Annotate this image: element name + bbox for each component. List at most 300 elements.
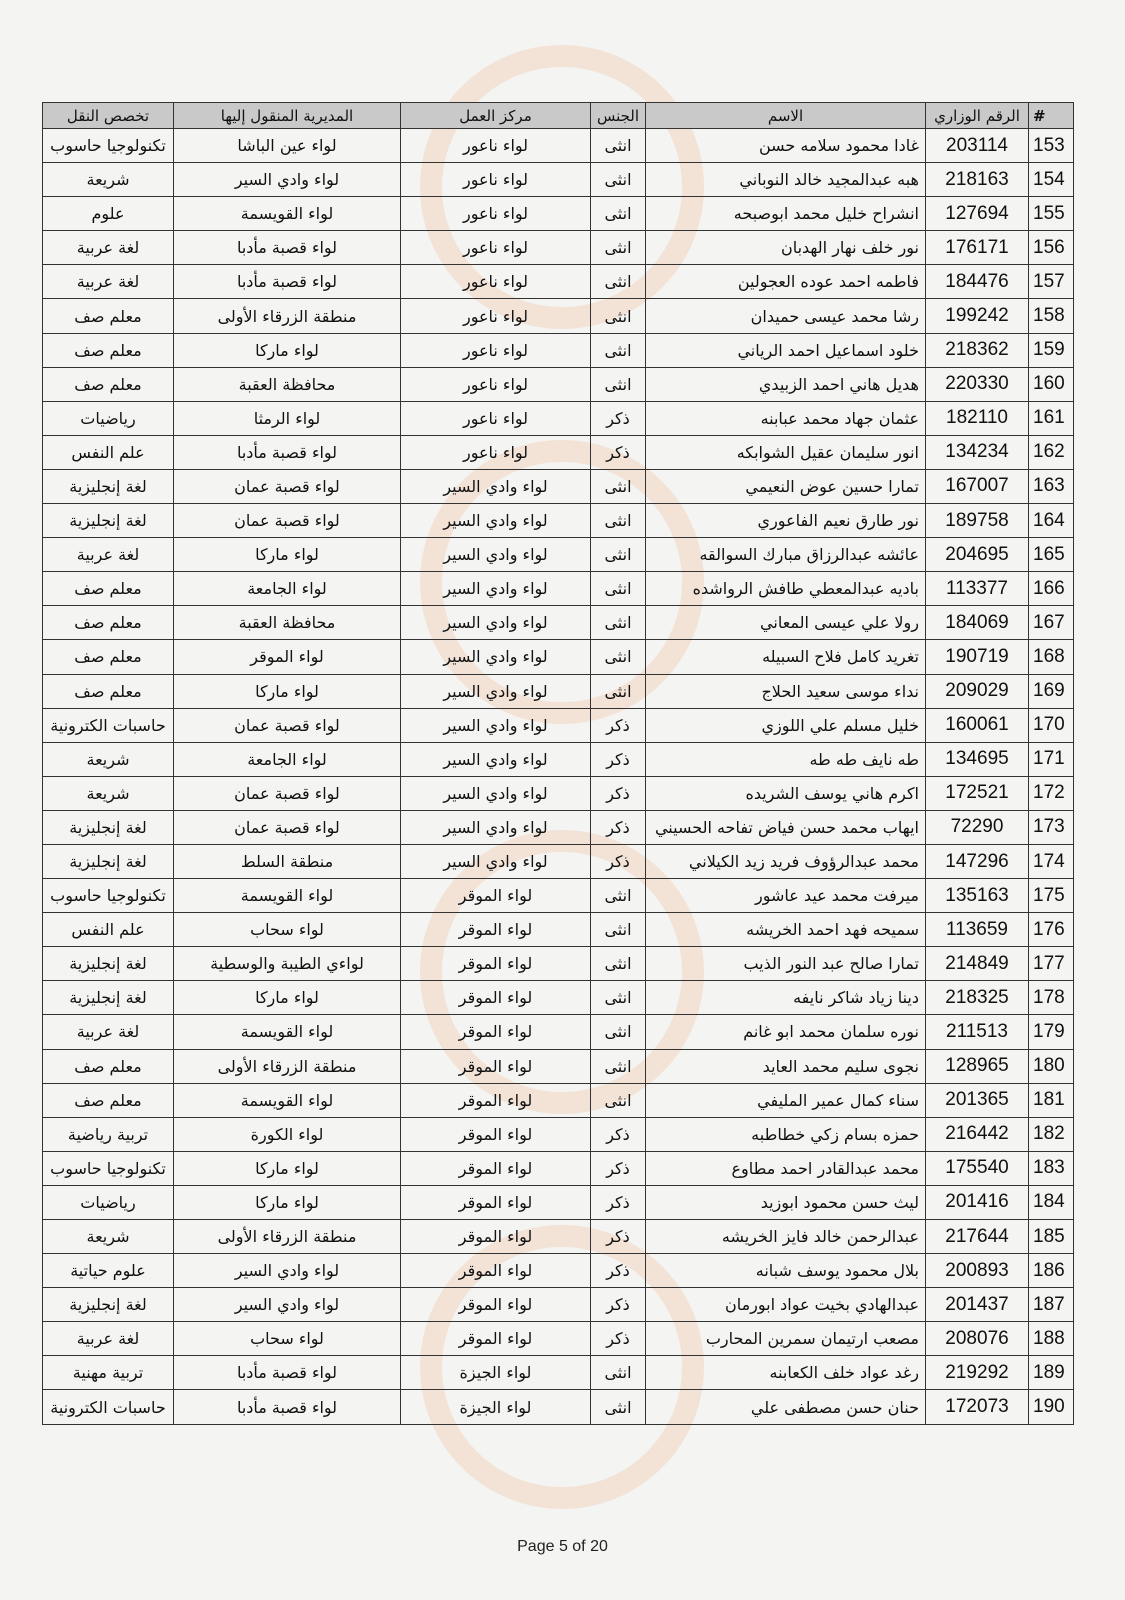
cell-index: 159 (1029, 333, 1074, 367)
cell-index: 189 (1029, 1356, 1074, 1390)
cell-directorate: لواء عين الباشا (174, 129, 401, 163)
table-row (43, 913, 1074, 947)
cell-ministry-id: 175540 (926, 1151, 1029, 1185)
cell-index: 181 (1029, 1083, 1074, 1117)
cell-specialty: لغة عربية (43, 1015, 174, 1049)
cell-ministry-id: 167007 (926, 469, 1029, 503)
cell-work-center: لواء ناعور (401, 231, 591, 265)
table-row (43, 844, 1074, 878)
cell-index: 179 (1029, 1015, 1074, 1049)
cell-ministry-id: 172521 (926, 776, 1029, 810)
cell-name: عثمان جهاد محمد عبابنه (646, 401, 926, 435)
cell-directorate: لواء القويسمة (174, 197, 401, 231)
cell-name: رولا علي عيسى المعاني (646, 606, 926, 640)
cell-directorate: لواء الكورة (174, 1117, 401, 1151)
cell-work-center: لواء وادي السير (401, 674, 591, 708)
cell-gender: ذكر (591, 1151, 646, 1185)
table-row (43, 129, 1074, 163)
cell-ministry-id: 172073 (926, 1390, 1029, 1424)
cell-specialty: معلم صف (43, 367, 174, 401)
cell-name: حنان حسن مصطفى علي (646, 1390, 926, 1424)
cell-gender: انثى (591, 197, 646, 231)
cell-name: دينا زياد شاكر نايفه (646, 981, 926, 1015)
table-row (43, 1185, 1074, 1219)
cell-gender: انثى (591, 913, 646, 947)
cell-gender: انثى (591, 1015, 646, 1049)
cell-name: ليث حسن محمود ابوزيد (646, 1185, 926, 1219)
cell-name: تغريد كامل فلاح السبيله (646, 640, 926, 674)
cell-index: 167 (1029, 606, 1074, 640)
cell-name: خليل مسلم علي اللوزي (646, 708, 926, 742)
cell-specialty: رياضيات (43, 401, 174, 435)
cell-specialty: حاسبات الكترونية (43, 1390, 174, 1424)
cell-ministry-id: 217644 (926, 1220, 1029, 1254)
cell-work-center: لواء الموقر (401, 1151, 591, 1185)
table-row (43, 1322, 1074, 1356)
cell-directorate: محافظة العقبة (174, 367, 401, 401)
header-name: الاسم (646, 103, 926, 129)
cell-name: رشا محمد عيسى حميدان (646, 299, 926, 333)
cell-ministry-id: 214849 (926, 947, 1029, 981)
cell-work-center: لواء ناعور (401, 435, 591, 469)
cell-ministry-id: 113659 (926, 913, 1029, 947)
cell-ministry-id: 201437 (926, 1288, 1029, 1322)
table-row (43, 333, 1074, 367)
cell-ministry-id: 200893 (926, 1254, 1029, 1288)
cell-work-center: لواء الموقر (401, 1220, 591, 1254)
cell-index: 171 (1029, 742, 1074, 776)
cell-specialty: حاسبات الكترونية (43, 708, 174, 742)
cell-index: 172 (1029, 776, 1074, 810)
cell-directorate: لواء قصبة مأدبا (174, 265, 401, 299)
cell-index: 184 (1029, 1185, 1074, 1219)
cell-name: عبدالرحمن خالد فايز الخريشه (646, 1220, 926, 1254)
cell-work-center: لواء وادي السير (401, 776, 591, 810)
cell-ministry-id: 218163 (926, 163, 1029, 197)
cell-specialty: علوم (43, 197, 174, 231)
cell-gender: انثى (591, 333, 646, 367)
cell-directorate: لواء الجامعة (174, 572, 401, 606)
cell-work-center: لواء ناعور (401, 129, 591, 163)
cell-work-center: لواء وادي السير (401, 504, 591, 538)
table-row (43, 606, 1074, 640)
cell-work-center: لواء وادي السير (401, 810, 591, 844)
cell-gender: انثى (591, 299, 646, 333)
cell-name: انشراح خليل محمد ابوصبحه (646, 197, 926, 231)
cell-name: باديه عبدالمعطي طافش الرواشده (646, 572, 926, 606)
cell-work-center: لواء الموقر (401, 1049, 591, 1083)
cell-work-center: لواء الموقر (401, 1322, 591, 1356)
cell-specialty: معلم صف (43, 299, 174, 333)
cell-ministry-id: 209029 (926, 674, 1029, 708)
cell-gender: ذكر (591, 1220, 646, 1254)
table-row (43, 947, 1074, 981)
cell-specialty: علم النفس (43, 435, 174, 469)
cell-work-center: لواء الموقر (401, 1015, 591, 1049)
cell-directorate: لواء قصبة مأدبا (174, 231, 401, 265)
cell-gender: انثى (591, 606, 646, 640)
cell-gender: انثى (591, 504, 646, 538)
cell-name: نداء موسى سعيد الحلاج (646, 674, 926, 708)
cell-work-center: لواء وادي السير (401, 742, 591, 776)
cell-directorate: لواء قصبة عمان (174, 708, 401, 742)
table-row (43, 1117, 1074, 1151)
cell-ministry-id: 208076 (926, 1322, 1029, 1356)
cell-index: 155 (1029, 197, 1074, 231)
cell-specialty: لغة عربية (43, 1322, 174, 1356)
cell-ministry-id: 134234 (926, 435, 1029, 469)
header-gender: الجنس (591, 103, 646, 129)
table-row (43, 742, 1074, 776)
cell-directorate: لواء القويسمة (174, 1015, 401, 1049)
cell-work-center: لواء وادي السير (401, 844, 591, 878)
cell-work-center: لواء وادي السير (401, 606, 591, 640)
cell-name: فاطمه احمد عوده العجولين (646, 265, 926, 299)
cell-index: 166 (1029, 572, 1074, 606)
table-row (43, 197, 1074, 231)
cell-index: 177 (1029, 947, 1074, 981)
cell-index: 185 (1029, 1220, 1074, 1254)
transfers-table (42, 102, 1074, 1425)
cell-work-center: لواء الموقر (401, 1083, 591, 1117)
cell-directorate: لواء ماركا (174, 333, 401, 367)
cell-index: 180 (1029, 1049, 1074, 1083)
cell-specialty: تكنولوجيا حاسوب (43, 129, 174, 163)
cell-directorate: لواء وادي السير (174, 1288, 401, 1322)
cell-specialty: شريعة (43, 1220, 174, 1254)
cell-directorate: لواء ماركا (174, 1151, 401, 1185)
cell-specialty: لغة عربية (43, 231, 174, 265)
cell-directorate: لواء ماركا (174, 1185, 401, 1219)
cell-specialty: معلم صف (43, 1083, 174, 1117)
cell-directorate: لواء قصبة عمان (174, 776, 401, 810)
cell-specialty: شريعة (43, 742, 174, 776)
cell-index: 174 (1029, 844, 1074, 878)
cell-ministry-id: 203114 (926, 129, 1029, 163)
cell-gender: انثى (591, 981, 646, 1015)
cell-directorate: لواء ماركا (174, 538, 401, 572)
cell-ministry-id: 134695 (926, 742, 1029, 776)
cell-specialty: لغة إنجليزية (43, 810, 174, 844)
cell-work-center: لواء ناعور (401, 163, 591, 197)
cell-directorate: لواء القويسمة (174, 879, 401, 913)
cell-directorate: منطقة الزرقاء الأولى (174, 1220, 401, 1254)
cell-index: 188 (1029, 1322, 1074, 1356)
cell-specialty: معلم صف (43, 572, 174, 606)
table-row (43, 1220, 1074, 1254)
cell-specialty: لغة إنجليزية (43, 844, 174, 878)
table-row (43, 640, 1074, 674)
cell-name: سناء كمال عمير المليفي (646, 1083, 926, 1117)
cell-gender: ذكر (591, 435, 646, 469)
cell-name: تمارا صالح عبد النور الذيب (646, 947, 926, 981)
cell-specialty: لغة عربية (43, 265, 174, 299)
cell-name: نجوى سليم محمد العايد (646, 1049, 926, 1083)
cell-ministry-id: 128965 (926, 1049, 1029, 1083)
cell-index: 168 (1029, 640, 1074, 674)
cell-ministry-id: 184069 (926, 606, 1029, 640)
cell-name: بلال محمود يوسف شبانه (646, 1254, 926, 1288)
cell-work-center: لواء ناعور (401, 197, 591, 231)
cell-name: عبدالهادي بخيت عواد ابورمان (646, 1288, 926, 1322)
header-work-center: مركز العمل (401, 103, 591, 129)
table-row (43, 1083, 1074, 1117)
cell-work-center: لواء الموقر (401, 947, 591, 981)
cell-ministry-id: 211513 (926, 1015, 1029, 1049)
cell-specialty: لغة عربية (43, 538, 174, 572)
cell-specialty: لغة إنجليزية (43, 1288, 174, 1322)
cell-gender: انثى (591, 879, 646, 913)
header-index: # (1029, 103, 1074, 129)
cell-index: 164 (1029, 504, 1074, 538)
table-row (43, 1015, 1074, 1049)
cell-name: نور طارق نعيم الفاعوري (646, 504, 926, 538)
cell-index: 156 (1029, 231, 1074, 265)
cell-specialty: لغة إنجليزية (43, 469, 174, 503)
cell-name: رغد عواد خلف الكعابنه (646, 1356, 926, 1390)
cell-gender: انثى (591, 1356, 646, 1390)
cell-index: 158 (1029, 299, 1074, 333)
cell-gender: انثى (591, 163, 646, 197)
cell-gender: انثى (591, 469, 646, 503)
cell-gender: ذكر (591, 1254, 646, 1288)
cell-name: اكرم هاني يوسف الشريده (646, 776, 926, 810)
cell-specialty: معلم صف (43, 606, 174, 640)
cell-name: نور خلف نهار الهدبان (646, 231, 926, 265)
cell-directorate: لواء قصبة عمان (174, 469, 401, 503)
cell-ministry-id: 113377 (926, 572, 1029, 606)
cell-index: 176 (1029, 913, 1074, 947)
cell-work-center: لواء الموقر (401, 879, 591, 913)
cell-work-center: لواء ناعور (401, 299, 591, 333)
cell-work-center: لواء وادي السير (401, 572, 591, 606)
cell-work-center: لواء الموقر (401, 1185, 591, 1219)
table-row (43, 504, 1074, 538)
cell-specialty: لغة إنجليزية (43, 947, 174, 981)
cell-gender: انثى (591, 640, 646, 674)
cell-ministry-id: 199242 (926, 299, 1029, 333)
cell-gender: انثى (591, 1390, 646, 1424)
cell-work-center: لواء وادي السير (401, 640, 591, 674)
cell-specialty: علوم حياتية (43, 1254, 174, 1288)
cell-work-center: لواء الموقر (401, 981, 591, 1015)
cell-name: هبه عبدالمجيد خالد النوباني (646, 163, 926, 197)
cell-work-center: لواء ناعور (401, 333, 591, 367)
cell-name: نوره سلمان محمد ابو غانم (646, 1015, 926, 1049)
cell-ministry-id: 160061 (926, 708, 1029, 742)
cell-directorate: لواء وادي السير (174, 1254, 401, 1288)
table-row (43, 776, 1074, 810)
cell-index: 165 (1029, 538, 1074, 572)
cell-name: طه نايف طه طه (646, 742, 926, 776)
cell-name: هديل هاني احمد الزبيدي (646, 367, 926, 401)
cell-specialty: معلم صف (43, 674, 174, 708)
cell-ministry-id: 147296 (926, 844, 1029, 878)
table-row (43, 1288, 1074, 1322)
cell-gender: انثى (591, 265, 646, 299)
cell-directorate: لواءي الطيبة والوسطية (174, 947, 401, 981)
cell-name: خلود اسماعيل احمد الرياني (646, 333, 926, 367)
table-row (43, 674, 1074, 708)
cell-gender: انثى (591, 231, 646, 265)
table-row (43, 1049, 1074, 1083)
cell-ministry-id: 201365 (926, 1083, 1029, 1117)
header-specialty: تخصص النقل (43, 103, 174, 129)
table-row (43, 163, 1074, 197)
cell-gender: ذكر (591, 1117, 646, 1151)
cell-name: انور سليمان عقيل الشوابكه (646, 435, 926, 469)
cell-specialty: رياضيات (43, 1185, 174, 1219)
table-body (43, 129, 1074, 1425)
cell-directorate: لواء قصبة مأدبا (174, 1390, 401, 1424)
cell-index: 153 (1029, 129, 1074, 163)
cell-directorate: لواء الجامعة (174, 742, 401, 776)
table-row (43, 1151, 1074, 1185)
cell-gender: انثى (591, 674, 646, 708)
cell-specialty: لغة إنجليزية (43, 504, 174, 538)
cell-specialty: شريعة (43, 776, 174, 810)
cell-gender: ذكر (591, 776, 646, 810)
cell-name: ايهاب محمد حسن فياض تفاحه الحسيني (646, 810, 926, 844)
cell-index: 186 (1029, 1254, 1074, 1288)
cell-ministry-id: 135163 (926, 879, 1029, 913)
cell-directorate: لواء ماركا (174, 674, 401, 708)
cell-name: محمد عبدالقادر احمد مطاوع (646, 1151, 926, 1185)
cell-ministry-id: 182110 (926, 401, 1029, 435)
cell-name: تمارا حسين عوض النعيمي (646, 469, 926, 503)
cell-gender: انثى (591, 538, 646, 572)
cell-work-center: لواء وادي السير (401, 538, 591, 572)
cell-specialty: تربية مهنية (43, 1356, 174, 1390)
cell-gender: ذكر (591, 844, 646, 878)
cell-index: 157 (1029, 265, 1074, 299)
cell-gender: انثى (591, 947, 646, 981)
cell-ministry-id: 184476 (926, 265, 1029, 299)
cell-index: 175 (1029, 879, 1074, 913)
cell-directorate: لواء الرمثا (174, 401, 401, 435)
cell-gender: ذكر (591, 401, 646, 435)
cell-gender: ذكر (591, 1322, 646, 1356)
cell-directorate: محافظة العقبة (174, 606, 401, 640)
cell-ministry-id: 201416 (926, 1185, 1029, 1219)
cell-gender: انثى (591, 1083, 646, 1117)
cell-specialty: تربية رياضية (43, 1117, 174, 1151)
cell-index: 183 (1029, 1151, 1074, 1185)
cell-name: عائشه عبدالرزاق مبارك السوالقه (646, 538, 926, 572)
cell-specialty: تكنولوجيا حاسوب (43, 879, 174, 913)
cell-specialty: علم النفس (43, 913, 174, 947)
cell-work-center: لواء الجيزة (401, 1390, 591, 1424)
table-row (43, 708, 1074, 742)
table-row (43, 981, 1074, 1015)
cell-gender: ذكر (591, 810, 646, 844)
cell-ministry-id: 204695 (926, 538, 1029, 572)
cell-ministry-id: 190719 (926, 640, 1029, 674)
cell-directorate: منطقة السلط (174, 844, 401, 878)
table-row (43, 367, 1074, 401)
cell-work-center: لواء ناعور (401, 265, 591, 299)
cell-gender: انثى (591, 572, 646, 606)
cell-directorate: لواء القويسمة (174, 1083, 401, 1117)
cell-ministry-id: 72290 (926, 810, 1029, 844)
cell-work-center: لواء وادي السير (401, 708, 591, 742)
cell-work-center: لواء ناعور (401, 401, 591, 435)
table-row (43, 469, 1074, 503)
cell-index: 161 (1029, 401, 1074, 435)
cell-specialty: معلم صف (43, 333, 174, 367)
table-row (43, 401, 1074, 435)
cell-ministry-id: 176171 (926, 231, 1029, 265)
cell-specialty: معلم صف (43, 1049, 174, 1083)
cell-specialty: لغة إنجليزية (43, 981, 174, 1015)
cell-index: 178 (1029, 981, 1074, 1015)
cell-index: 163 (1029, 469, 1074, 503)
cell-directorate: لواء قصبة مأدبا (174, 1356, 401, 1390)
cell-work-center: لواء الموقر (401, 1117, 591, 1151)
cell-gender: انثى (591, 367, 646, 401)
cell-name: ميرفت محمد عيد عاشور (646, 879, 926, 913)
cell-directorate: منطقة الزرقاء الأولى (174, 1049, 401, 1083)
cell-directorate: لواء سحاب (174, 913, 401, 947)
cell-directorate: لواء قصبة عمان (174, 504, 401, 538)
table-row (43, 265, 1074, 299)
cell-index: 170 (1029, 708, 1074, 742)
cell-directorate: لواء سحاب (174, 1322, 401, 1356)
cell-directorate: لواء قصبة مأدبا (174, 435, 401, 469)
cell-index: 154 (1029, 163, 1074, 197)
cell-ministry-id: 127694 (926, 197, 1029, 231)
cell-directorate: لواء الموقر (174, 640, 401, 674)
cell-work-center: لواء ناعور (401, 367, 591, 401)
cell-gender: ذكر (591, 1185, 646, 1219)
cell-ministry-id: 218325 (926, 981, 1029, 1015)
table-row (43, 435, 1074, 469)
cell-name: محمد عبدالرؤوف فريد زيد الكيلاني (646, 844, 926, 878)
cell-index: 182 (1029, 1117, 1074, 1151)
page-number: Page 5 of 20 (517, 1538, 608, 1555)
table-row (43, 810, 1074, 844)
cell-name: غادا محمود سلامه حسن (646, 129, 926, 163)
cell-name: حمزه بسام زكي خطاطبه (646, 1117, 926, 1151)
cell-ministry-id: 216442 (926, 1117, 1029, 1151)
cell-name: سميحه فهد احمد الخريشه (646, 913, 926, 947)
cell-gender: ذكر (591, 1288, 646, 1322)
table-header-row (43, 103, 1074, 129)
cell-index: 169 (1029, 674, 1074, 708)
cell-ministry-id: 189758 (926, 504, 1029, 538)
cell-ministry-id: 218362 (926, 333, 1029, 367)
cell-gender: ذكر (591, 708, 646, 742)
cell-directorate: لواء قصبة عمان (174, 810, 401, 844)
cell-directorate: لواء وادي السير (174, 163, 401, 197)
cell-index: 187 (1029, 1288, 1074, 1322)
cell-index: 162 (1029, 435, 1074, 469)
cell-work-center: لواء الموقر (401, 1254, 591, 1288)
cell-directorate: لواء ماركا (174, 981, 401, 1015)
cell-name: مصعب ارتيمان سمرين المحارب (646, 1322, 926, 1356)
table-row (43, 1390, 1074, 1424)
cell-gender: انثى (591, 1049, 646, 1083)
cell-specialty: معلم صف (43, 640, 174, 674)
cell-index: 160 (1029, 367, 1074, 401)
cell-work-center: لواء وادي السير (401, 469, 591, 503)
header-ministry-id: الرقم الوزاري (926, 103, 1029, 129)
table-row (43, 1254, 1074, 1288)
cell-gender: ذكر (591, 742, 646, 776)
header-directorate: المديرية المنقول إليها (174, 103, 401, 129)
cell-index: 173 (1029, 810, 1074, 844)
table-row (43, 538, 1074, 572)
